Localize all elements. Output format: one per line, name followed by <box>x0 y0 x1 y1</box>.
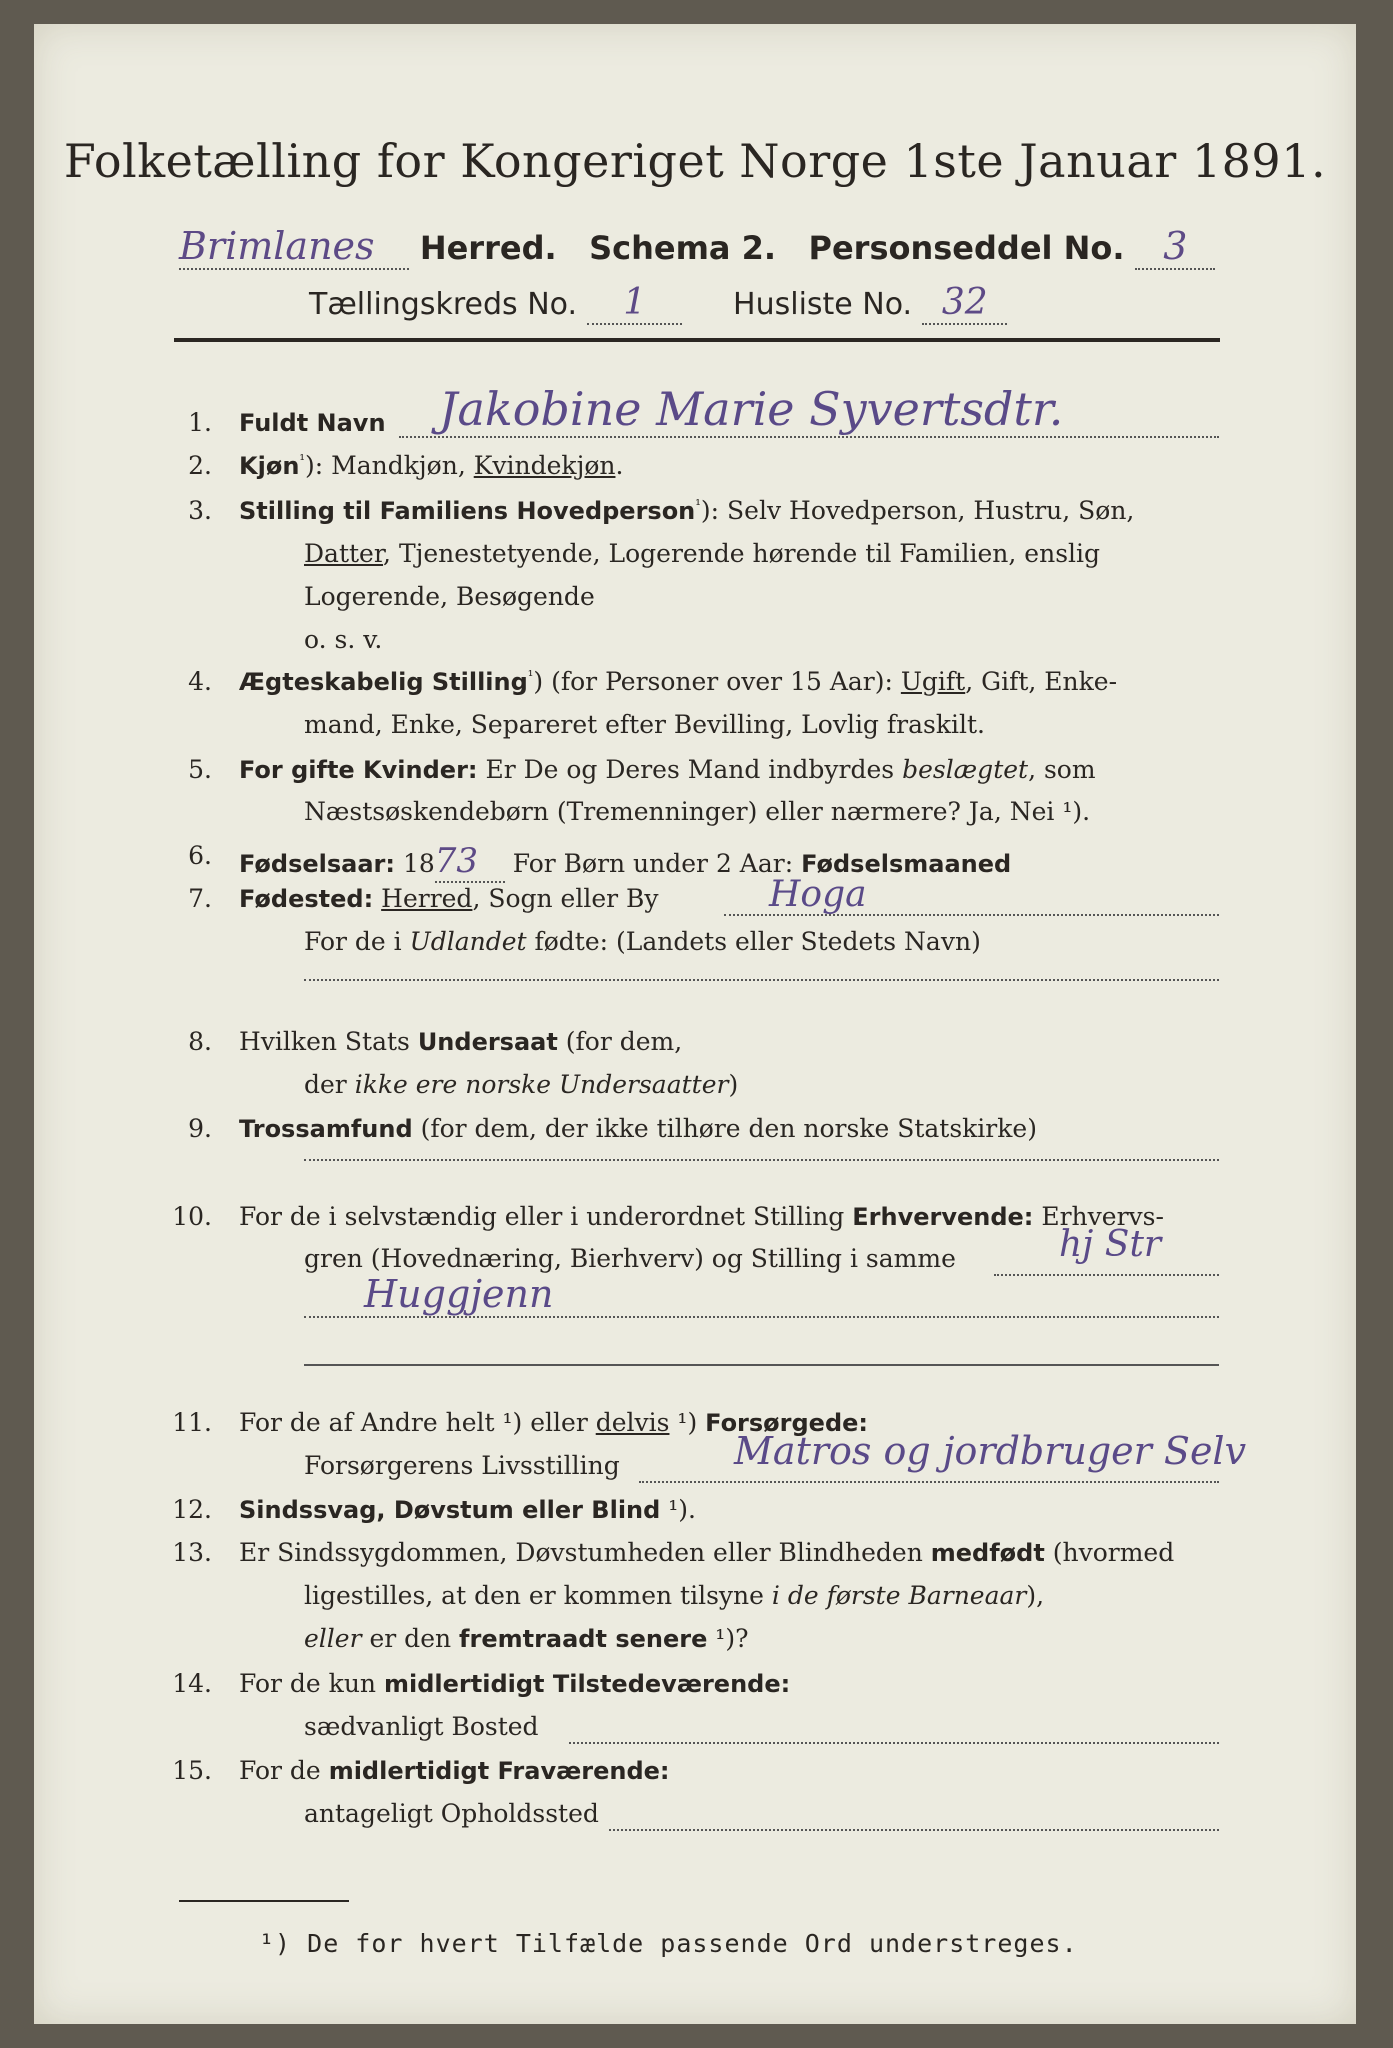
header-kreds-row <box>309 282 1007 325</box>
herred-label: Herred. <box>419 229 557 267</box>
item-14-line-2: sædvanligt Bosted <box>304 1712 539 1741</box>
item-7-line-1: Fødested: Herred, Sogn eller By <box>239 884 659 913</box>
item-5-number: 5. <box>188 755 212 784</box>
item-9-answer-line <box>304 1159 1219 1161</box>
item-1-number: 1. <box>188 408 212 437</box>
item-7-line-2: For de i Udlandet fødte: (Landets eller Stedets Navn) <box>304 927 981 956</box>
husliste-value: 32 <box>941 282 988 323</box>
taellingskreds-label: Tællingskreds No. <box>309 287 577 322</box>
item-4-line-1: Ægteskabelig Stilling$^{^1}$) (for Personer over 15 Aar): Ugift, Gift, Enke- <box>239 667 1118 696</box>
birth-year-value: 73 <box>434 841 479 881</box>
item-13-line-3: eller er den fremtraadt senere ¹)? <box>304 1624 749 1653</box>
item-5-line-2: Næstsøskendebørn (Tremenninger) eller nærmere? Ja, Nei ¹). <box>304 797 1091 826</box>
item-3-line-3: Logerende, Besøgende <box>304 582 595 611</box>
item-13-line-1: Er Sindssygdommen, Døvstumheden eller Blindheden medfødt (hvormed <box>239 1538 1175 1567</box>
item-13-number: 13. <box>172 1538 212 1567</box>
personseddel-label: Personseddel No. <box>808 229 1125 267</box>
item-8-line-2: der ikke ere norske Undersaatter) <box>304 1070 739 1099</box>
item-3-line-2: Datter, Tjenestetyende, Logerende hørende til Familien, enslig <box>304 539 1101 568</box>
item-2-text: Kjøn$^{^1}$): Mandkjøn, Kvindekjøn. <box>239 451 624 480</box>
item-10-line-2: gren (Hovednæring, Bierhverv) og Stilling i samme <box>304 1244 956 1273</box>
item-1-name-value: Jakobine Marie Syvertsdtr. <box>439 382 1064 436</box>
taellingskreds-value: 1 <box>623 282 647 323</box>
item-9-line-1: Trossamfund (for dem, der ikke tilhøre den norske Statskirke) <box>239 1114 1037 1143</box>
item-14-number: 14. <box>172 1669 212 1698</box>
item-11-line-1: For de af Andre helt ¹) eller delvis ¹) Forsørgede: <box>239 1408 869 1437</box>
item-10-number: 10. <box>172 1202 212 1231</box>
item-6-text: Fødselsaar: 1873 For Børn under 2 Aar: Fødselsmaaned <box>239 841 1012 881</box>
item-15-line-2: antageligt Opholdssted <box>304 1799 599 1828</box>
item-3-line-4: o. s. v. <box>304 625 383 654</box>
husliste-label: Husliste No. <box>733 287 913 322</box>
item-7-number: 7. <box>188 884 212 913</box>
item-8-number: 8. <box>188 1027 212 1056</box>
item-5-line-1: For gifte Kvinder: Er De og Deres Mand indbyrdes beslægtet, som <box>239 755 1096 784</box>
item-12-number: 12. <box>172 1495 212 1524</box>
item-7-foreign-line <box>304 979 1219 981</box>
occupation-value-1: hj Str <box>1059 1224 1162 1265</box>
birthplace-value: Hoga <box>769 874 867 915</box>
item-10-answer-line-3 <box>304 1364 1219 1366</box>
item-4-number: 4. <box>188 667 212 696</box>
occupation-value-2: Huggjenn <box>364 1272 554 1316</box>
personseddel-value: 3 <box>1163 224 1188 268</box>
item-9-number: 9. <box>188 1114 212 1143</box>
header-divider <box>174 338 1220 342</box>
item-14-answer-line <box>569 1742 1219 1744</box>
item-8-line-1: Hvilken Stats Undersaat (for dem, <box>239 1027 683 1056</box>
provider-occupation-value: Matros og jordbruger Selv <box>734 1429 1247 1473</box>
footnote-divider <box>179 1900 349 1902</box>
item-4-line-2: mand, Enke, Separeret efter Bevilling, Lovlig fraskilt. <box>304 710 985 739</box>
item-15-line-1: For de midlertidigt Fraværende: <box>239 1756 670 1785</box>
item-15-answer-line <box>609 1829 1219 1831</box>
item-15-number: 15. <box>172 1756 212 1785</box>
item-13-line-2: ligestilles, at den er kommen tilsyne i de første Barneaar), <box>304 1581 1045 1610</box>
item-6-number: 6. <box>188 841 212 870</box>
item-12-text: Sindssvag, Døvstum eller Blind ¹). <box>239 1495 696 1524</box>
form-title: Folketælling for Kongeriget Norge 1ste Januar 1891. <box>63 134 1327 188</box>
item-3-line-1: Stilling til Familiens Hovedperson$^{^1}$): Selv Hovedperson, Hustru, Søn, <box>239 496 1135 525</box>
herred-value: Brimlanes <box>179 224 375 268</box>
item-10-answer-line-1 <box>994 1274 1219 1276</box>
footnote: ¹) De for hvert Tilfælde passende Ord understreges. <box>259 1929 1078 1958</box>
item-2-number: 2. <box>188 451 212 480</box>
item-1-answer-line <box>399 436 1219 438</box>
item-1-label: Fuldt Navn <box>239 409 386 437</box>
schema-label: Schema 2. <box>589 229 777 267</box>
census-form-page <box>34 24 1356 2024</box>
item-11-number: 11. <box>172 1408 212 1437</box>
item-3-number: 3. <box>188 496 212 525</box>
item-11-answer-line <box>639 1481 1219 1483</box>
item-11-line-2: Forsørgerens Livsstilling <box>304 1451 620 1480</box>
item-14-line-1: For de kun midlertidigt Tilstedeværende: <box>239 1669 791 1698</box>
item-10-line-1: For de i selvstændig eller i underordnet Stilling Erhvervende: Erhvervs- <box>239 1202 1164 1231</box>
header-herred-row <box>179 224 1215 270</box>
item-10-answer-line-2 <box>304 1316 1219 1318</box>
